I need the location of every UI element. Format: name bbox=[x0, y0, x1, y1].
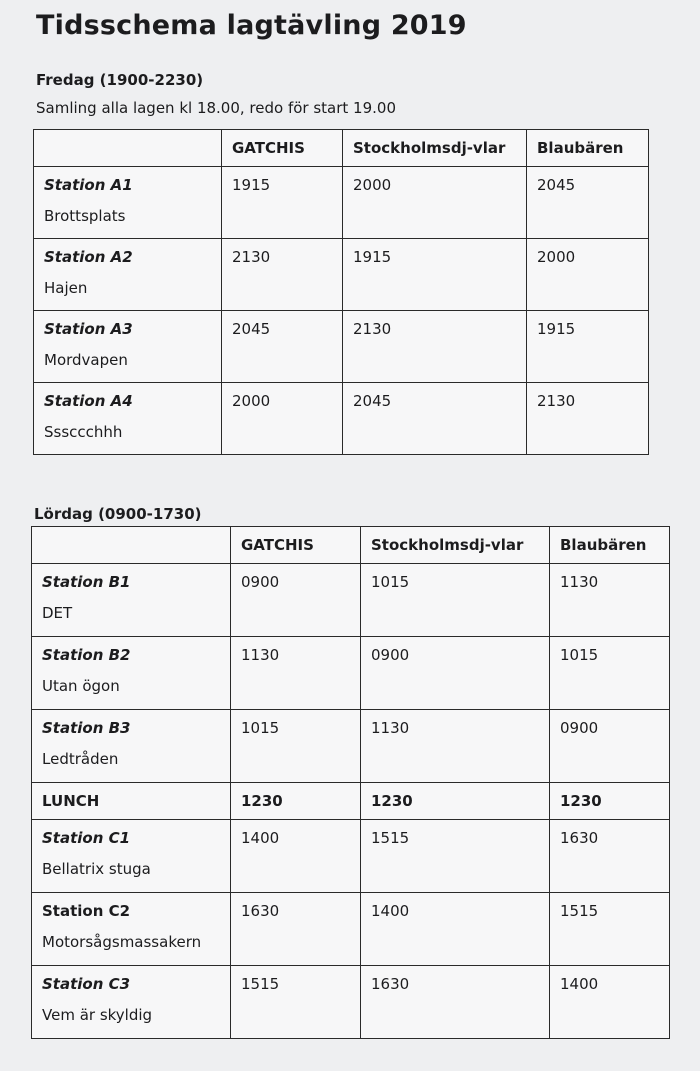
station-cell bbox=[34, 311, 222, 383]
time-cell: 1015 bbox=[550, 637, 670, 710]
time-cell: 1915 bbox=[527, 311, 649, 383]
time-cell: 1130 bbox=[231, 637, 361, 710]
time-cell: 1400 bbox=[231, 820, 361, 893]
header-team: GATCHIS bbox=[222, 130, 343, 167]
time-cell: 1400 bbox=[550, 966, 670, 1039]
station-description: Vem är skyldig bbox=[42, 1006, 153, 1024]
table-row bbox=[32, 893, 670, 966]
station-cell bbox=[34, 383, 222, 455]
table-row bbox=[34, 239, 649, 311]
time-cell: 1130 bbox=[550, 564, 670, 637]
time-cell: 1630 bbox=[231, 893, 361, 966]
table-row bbox=[34, 383, 649, 455]
station-name: Station A3 bbox=[44, 320, 133, 338]
station-cell bbox=[32, 893, 231, 966]
header-team: Stockholmsdj-vlar bbox=[343, 130, 527, 167]
time-cell: 1015 bbox=[231, 710, 361, 783]
station-name: Station C1 bbox=[42, 829, 131, 847]
time-cell: 2000 bbox=[343, 167, 527, 239]
time-cell: 1230 bbox=[231, 783, 361, 820]
station-cell bbox=[32, 783, 231, 820]
time-cell: 1230 bbox=[550, 783, 670, 820]
time-cell: 1515 bbox=[550, 893, 670, 966]
station-name: Station A2 bbox=[44, 248, 133, 266]
time-cell: 1915 bbox=[343, 239, 527, 311]
station-cell bbox=[32, 820, 231, 893]
lunch-row bbox=[32, 783, 670, 820]
station-description: Utan ögon bbox=[42, 677, 120, 695]
time-cell: 2000 bbox=[222, 383, 343, 455]
time-cell: 2045 bbox=[527, 167, 649, 239]
time-cell: 0900 bbox=[550, 710, 670, 783]
station-name: Station A1 bbox=[44, 176, 133, 194]
table-row bbox=[32, 966, 670, 1039]
table-header-row bbox=[32, 527, 670, 564]
station-description: Brottsplats bbox=[44, 207, 126, 225]
time-cell: 1130 bbox=[361, 710, 550, 783]
table-row bbox=[34, 167, 649, 239]
station-cell bbox=[34, 239, 222, 311]
station-description: Ledtråden bbox=[42, 750, 119, 768]
station-description: Sssccchhh bbox=[44, 423, 123, 441]
table-row bbox=[34, 311, 649, 383]
time-cell: 2130 bbox=[343, 311, 527, 383]
station-cell bbox=[34, 167, 222, 239]
time-cell: 1915 bbox=[222, 167, 343, 239]
table-row bbox=[32, 564, 670, 637]
station-cell bbox=[32, 564, 231, 637]
station-description: Bellatrix stuga bbox=[42, 860, 151, 878]
station-name: Station C3 bbox=[42, 975, 131, 993]
time-cell: 0900 bbox=[361, 637, 550, 710]
time-cell: 1515 bbox=[231, 966, 361, 1039]
header-team: Blaubären bbox=[527, 130, 649, 167]
friday-heading: Fredag (1900-2230) bbox=[36, 71, 204, 89]
page-title: Tidsschema lagtävling 2019 bbox=[36, 10, 467, 41]
station-cell bbox=[32, 637, 231, 710]
saturday-table bbox=[31, 526, 670, 1039]
time-cell: 1400 bbox=[361, 893, 550, 966]
table-row bbox=[32, 710, 670, 783]
time-cell: 1630 bbox=[550, 820, 670, 893]
station-name: Station B1 bbox=[42, 573, 131, 591]
station-name: Station A4 bbox=[44, 392, 133, 410]
station-name: Station B2 bbox=[42, 646, 131, 664]
time-cell: 0900 bbox=[231, 564, 361, 637]
time-cell: 1515 bbox=[361, 820, 550, 893]
time-cell: 2000 bbox=[527, 239, 649, 311]
time-cell: 2045 bbox=[343, 383, 527, 455]
station-name: Station C2 bbox=[42, 902, 131, 920]
header-station bbox=[34, 130, 222, 167]
station-description: Hajen bbox=[44, 279, 88, 297]
time-cell: 1630 bbox=[361, 966, 550, 1039]
station-cell bbox=[32, 710, 231, 783]
time-cell: 1015 bbox=[361, 564, 550, 637]
saturday-heading: Lördag (0900-1730) bbox=[34, 505, 202, 523]
header-team: Blaubären bbox=[550, 527, 670, 564]
table-row bbox=[32, 820, 670, 893]
header-team: Stockholmsdj-vlar bbox=[361, 527, 550, 564]
time-cell: 2130 bbox=[222, 239, 343, 311]
time-cell: 1230 bbox=[361, 783, 550, 820]
header-team: GATCHIS bbox=[231, 527, 361, 564]
station-description: Motorsågsmassakern bbox=[42, 933, 202, 951]
time-cell: 2130 bbox=[527, 383, 649, 455]
time-cell: 2045 bbox=[222, 311, 343, 383]
friday-note: Samling alla lagen kl 18.00, redo för start 19.00 bbox=[36, 99, 396, 117]
station-name: LUNCH bbox=[42, 792, 100, 810]
station-description: Mordvapen bbox=[44, 351, 128, 369]
header-station bbox=[32, 527, 231, 564]
station-description: DET bbox=[42, 604, 73, 622]
table-header-row bbox=[34, 130, 649, 167]
table-row bbox=[32, 637, 670, 710]
station-cell bbox=[32, 966, 231, 1039]
friday-table bbox=[33, 129, 649, 455]
station-name: Station B3 bbox=[42, 719, 131, 737]
